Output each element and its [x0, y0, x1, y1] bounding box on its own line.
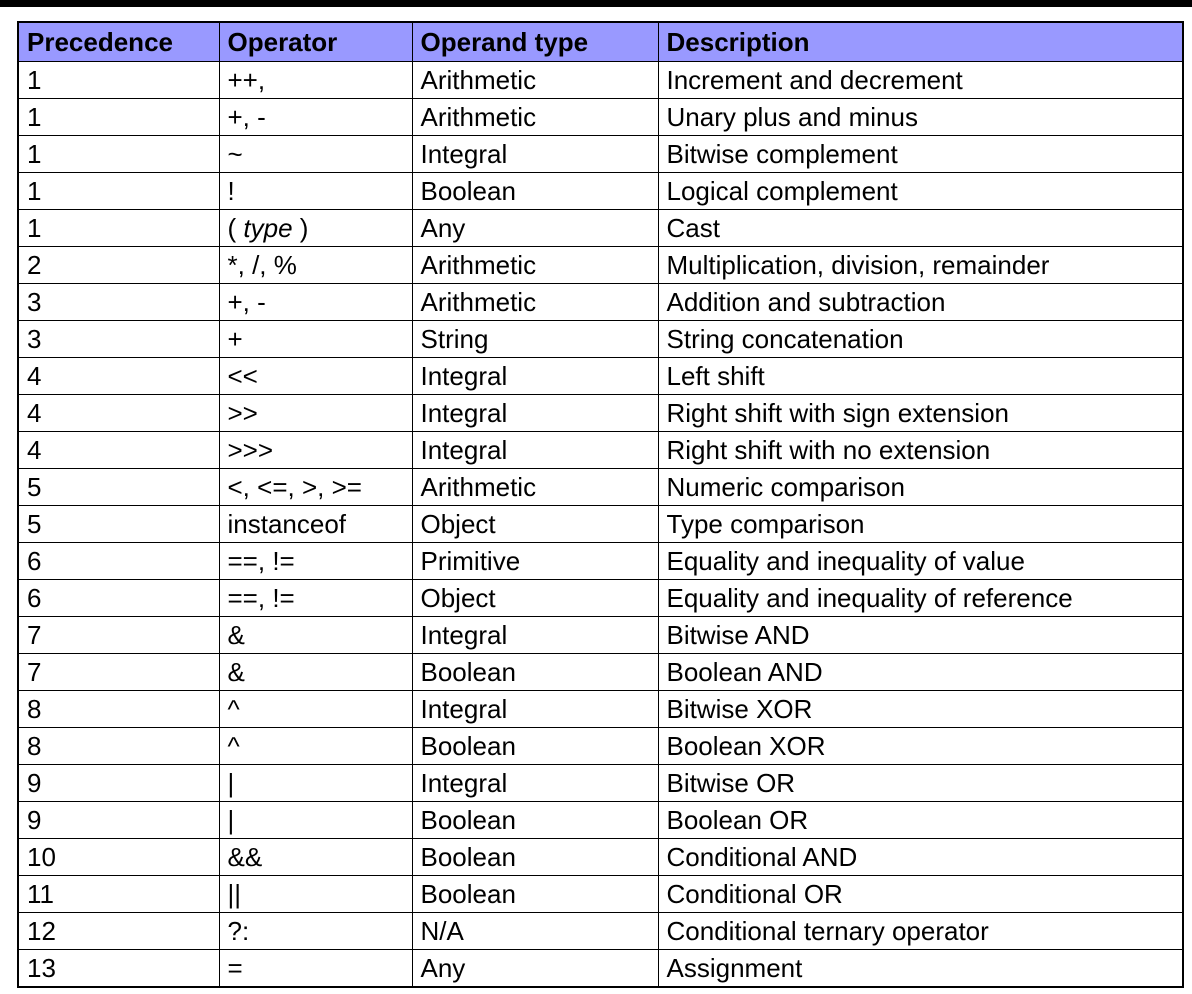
operator-cell: ~: [219, 136, 412, 173]
description-cell: Logical complement: [658, 173, 1183, 210]
operator-cell: +, -: [219, 99, 412, 136]
description-cell: Addition and subtraction: [658, 284, 1183, 321]
operand-type-cell: N/A: [412, 913, 658, 950]
operator-precedence-table: [17, 21, 1184, 988]
top-border-bar: [0, 0, 1192, 7]
operator-cell: &&: [219, 839, 412, 876]
operator-cell: |: [219, 802, 412, 839]
table-row: [18, 321, 1183, 358]
table-row: [18, 950, 1183, 988]
table-row: [18, 765, 1183, 802]
table-row: [18, 247, 1183, 284]
precedence-cell: 3: [18, 321, 219, 358]
table-row: [18, 395, 1183, 432]
header-operator: Operator: [219, 22, 412, 62]
table-body: [18, 62, 1183, 988]
description-cell: Conditional ternary operator: [658, 913, 1183, 950]
cast-open-paren: (: [227, 213, 244, 243]
operand-type-cell: Integral: [412, 358, 658, 395]
precedence-cell: 9: [18, 802, 219, 839]
operand-type-cell: Arithmetic: [412, 284, 658, 321]
precedence-cell: 7: [18, 617, 219, 654]
precedence-cell: 12: [18, 913, 219, 950]
header-precedence: Precedence: [18, 22, 219, 62]
operator-cell: [219, 210, 412, 247]
precedence-cell: 6: [18, 580, 219, 617]
table-row: [18, 469, 1183, 506]
description-cell: Boolean XOR: [658, 728, 1183, 765]
table-row: [18, 506, 1183, 543]
table-row: [18, 432, 1183, 469]
operator-cell: |: [219, 765, 412, 802]
table-row: [18, 876, 1183, 913]
operand-type-cell: String: [412, 321, 658, 358]
description-cell: Assignment: [658, 950, 1183, 988]
description-cell: Cast: [658, 210, 1183, 247]
header-row: [18, 22, 1183, 62]
operand-type-cell: Primitive: [412, 543, 658, 580]
description-cell: Bitwise OR: [658, 765, 1183, 802]
operator-cell: <<: [219, 358, 412, 395]
operator-cell: ||: [219, 876, 412, 913]
description-cell: Type comparison: [658, 506, 1183, 543]
table-row: [18, 580, 1183, 617]
operator-cell: ?:: [219, 913, 412, 950]
description-cell: Increment and decrement: [658, 62, 1183, 99]
operand-type-cell: Boolean: [412, 173, 658, 210]
precedence-cell: 11: [18, 876, 219, 913]
operand-type-cell: Arithmetic: [412, 469, 658, 506]
cast-type-word: type: [243, 213, 293, 243]
table-row: [18, 691, 1183, 728]
table-row: [18, 839, 1183, 876]
description-cell: Numeric comparison: [658, 469, 1183, 506]
operator-cell: !: [219, 173, 412, 210]
precedence-cell: 4: [18, 358, 219, 395]
description-cell: Multiplication, division, remainder: [658, 247, 1183, 284]
table-row: [18, 99, 1183, 136]
description-cell: Boolean OR: [658, 802, 1183, 839]
operand-type-cell: Boolean: [412, 876, 658, 913]
precedence-cell: 3: [18, 284, 219, 321]
operator-cell: &: [219, 654, 412, 691]
description-cell: Equality and inequality of value: [658, 543, 1183, 580]
table-row: [18, 654, 1183, 691]
operand-type-cell: Boolean: [412, 802, 658, 839]
operand-type-cell: Arithmetic: [412, 99, 658, 136]
operand-type-cell: Integral: [412, 432, 658, 469]
table-row: [18, 136, 1183, 173]
precedence-cell: 7: [18, 654, 219, 691]
operand-type-cell: Integral: [412, 136, 658, 173]
operand-type-cell: Integral: [412, 691, 658, 728]
table-row: [18, 728, 1183, 765]
precedence-cell: 10: [18, 839, 219, 876]
description-cell: Equality and inequality of reference: [658, 580, 1183, 617]
operand-type-cell: Object: [412, 580, 658, 617]
operand-type-cell: Boolean: [412, 728, 658, 765]
precedence-cell: 4: [18, 432, 219, 469]
precedence-cell: 2: [18, 247, 219, 284]
operator-cell: &: [219, 617, 412, 654]
header-description: Description: [658, 22, 1183, 62]
description-cell: Unary plus and minus: [658, 99, 1183, 136]
operator-cell: <, <=, >, >=: [219, 469, 412, 506]
description-cell: Conditional AND: [658, 839, 1183, 876]
precedence-cell: 1: [18, 99, 219, 136]
operator-cell: ^: [219, 728, 412, 765]
description-cell: Conditional OR: [658, 876, 1183, 913]
table-row: [18, 913, 1183, 950]
description-cell: Left shift: [658, 358, 1183, 395]
operator-cell: >>>: [219, 432, 412, 469]
description-cell: Right shift with no extension: [658, 432, 1183, 469]
table-row: [18, 62, 1183, 99]
precedence-cell: 13: [18, 950, 219, 988]
precedence-cell: 4: [18, 395, 219, 432]
table-row: [18, 543, 1183, 580]
precedence-cell: 1: [18, 62, 219, 99]
table-row: [18, 358, 1183, 395]
description-cell: Right shift with sign extension: [658, 395, 1183, 432]
cast-close-paren: ): [292, 213, 309, 243]
operand-type-cell: Arithmetic: [412, 247, 658, 284]
precedence-cell: 5: [18, 506, 219, 543]
table-row: [18, 284, 1183, 321]
operator-cell: instanceof: [219, 506, 412, 543]
precedence-cell: 9: [18, 765, 219, 802]
table-row: [18, 210, 1183, 247]
operand-type-cell: Boolean: [412, 839, 658, 876]
description-cell: Bitwise AND: [658, 617, 1183, 654]
operand-type-cell: Object: [412, 506, 658, 543]
precedence-cell: 1: [18, 173, 219, 210]
table-header: [18, 22, 1183, 62]
precedence-cell: 1: [18, 210, 219, 247]
operator-cell: ==, !=: [219, 580, 412, 617]
table-row: [18, 617, 1183, 654]
description-cell: Boolean AND: [658, 654, 1183, 691]
precedence-cell: 1: [18, 136, 219, 173]
operator-cell: =: [219, 950, 412, 988]
table-row: [18, 802, 1183, 839]
operator-cell: ==, !=: [219, 543, 412, 580]
operator-cell: *, /, %: [219, 247, 412, 284]
operator-cell: ++,: [219, 62, 412, 99]
operand-type-cell: Any: [412, 210, 658, 247]
operator-cell: +: [219, 321, 412, 358]
operator-cell: +, -: [219, 284, 412, 321]
precedence-cell: 8: [18, 728, 219, 765]
description-cell: String concatenation: [658, 321, 1183, 358]
precedence-cell: 8: [18, 691, 219, 728]
operand-type-cell: Integral: [412, 617, 658, 654]
operand-type-cell: Boolean: [412, 654, 658, 691]
operand-type-cell: Arithmetic: [412, 62, 658, 99]
precedence-cell: 5: [18, 469, 219, 506]
operand-type-cell: Any: [412, 950, 658, 988]
header-operand-type: Operand type: [412, 22, 658, 62]
operand-type-cell: Integral: [412, 395, 658, 432]
operator-cell: ^: [219, 691, 412, 728]
operator-cell: >>: [219, 395, 412, 432]
description-cell: Bitwise complement: [658, 136, 1183, 173]
precedence-cell: 6: [18, 543, 219, 580]
operand-type-cell: Integral: [412, 765, 658, 802]
table-row: [18, 173, 1183, 210]
description-cell: Bitwise XOR: [658, 691, 1183, 728]
